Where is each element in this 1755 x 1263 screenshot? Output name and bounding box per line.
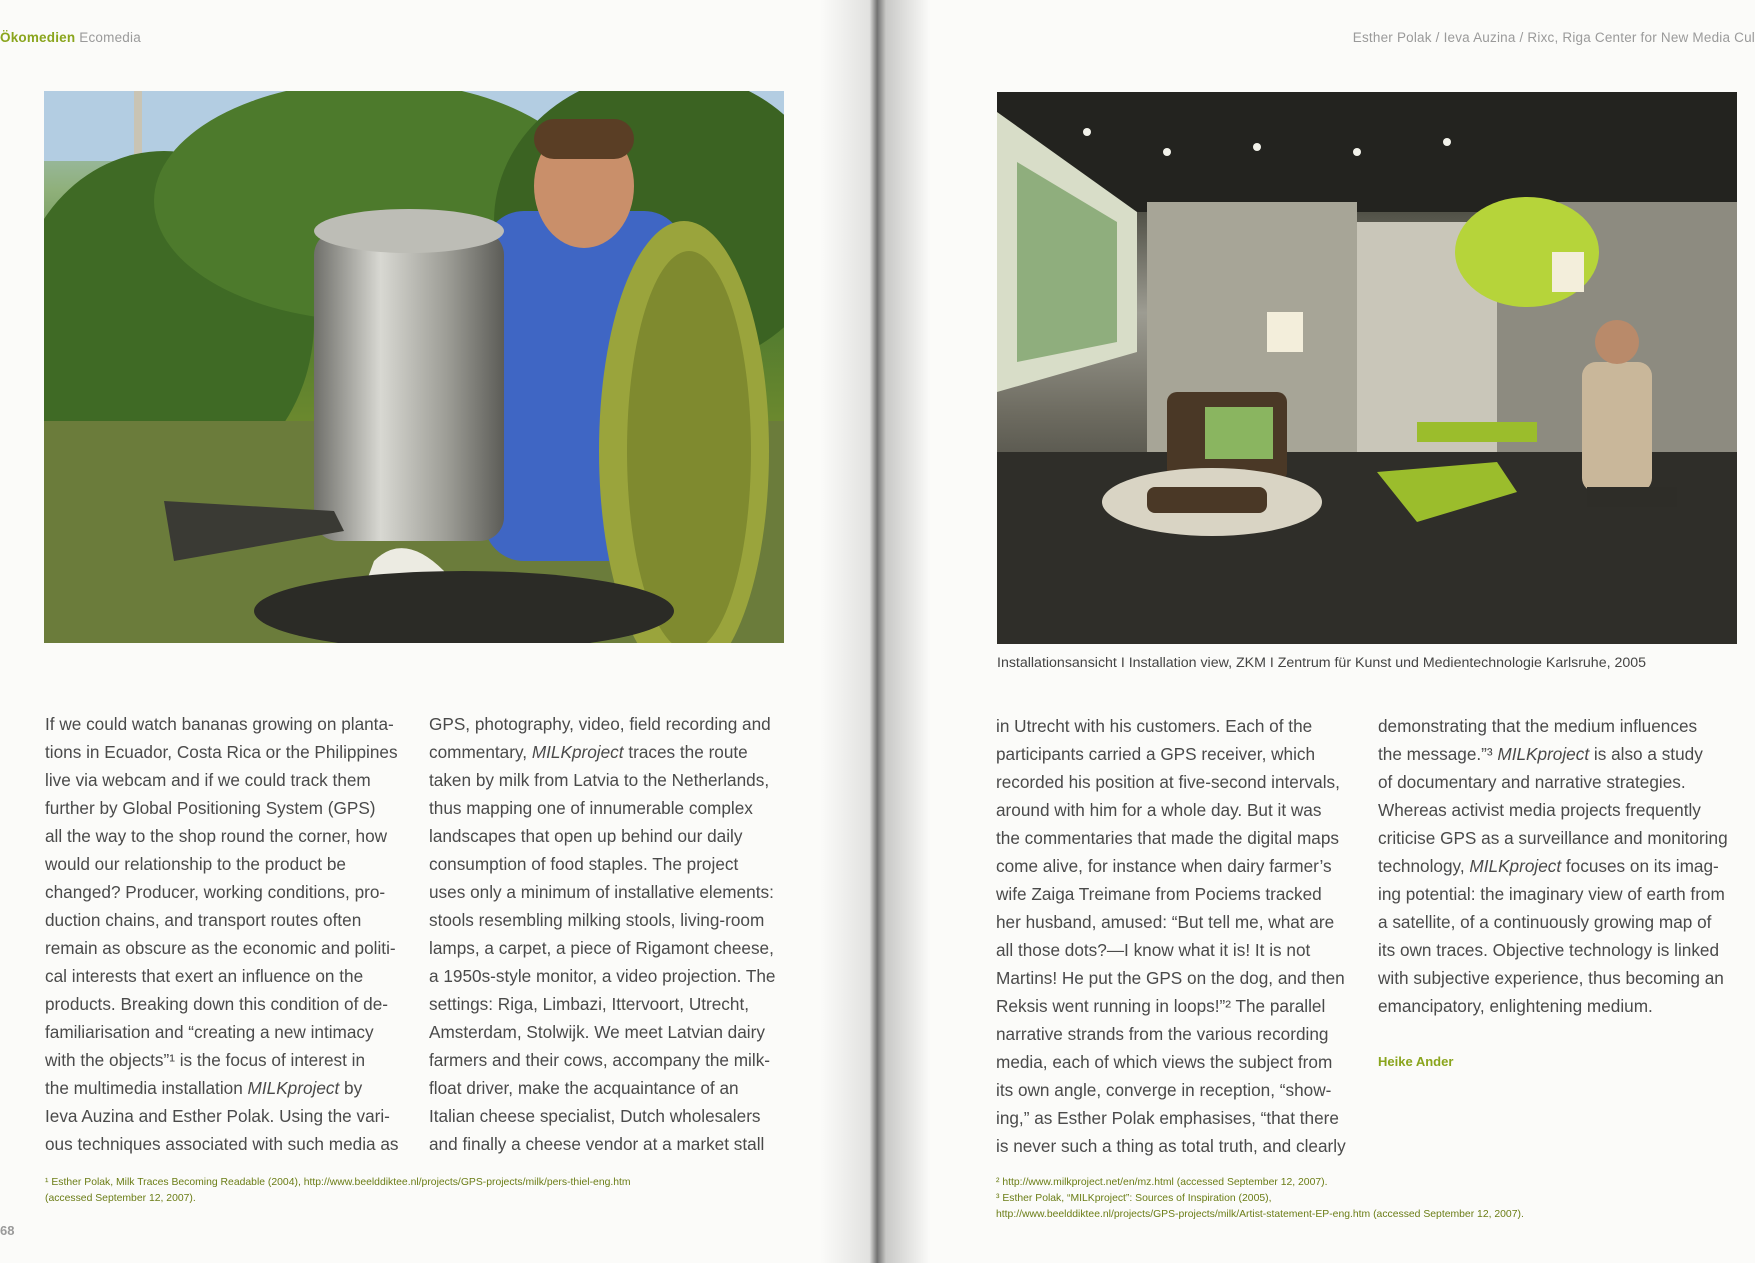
text-line: Ieva Auzina and Esther Polak. Using the vari- (45, 1106, 390, 1126)
project-title-italic: MILKproject (1469, 856, 1562, 876)
text-line: farmers and their cows, accompany the milk- (429, 1050, 771, 1070)
text-column-4 (1378, 712, 1738, 1076)
text-line: Whereas activist media projects frequently (1378, 800, 1701, 820)
section-title-de: Ökomedien (0, 30, 76, 45)
footnote: ² http://www.milkproject.net/en/mz.html (accessed September 12, 2007). (996, 1177, 1328, 1188)
text-line: with the objects”¹ is the focus of interest in (45, 1050, 366, 1070)
text-line: tions in Ecuador, Costa Rica or the Philippines (45, 742, 398, 762)
text-line: uses only a minimum of installative elements: (429, 882, 774, 902)
text-line: the message.”³ MILKproject is also a study (1378, 744, 1703, 764)
text-line: Italian cheese specialist, Dutch wholesalers (429, 1106, 761, 1126)
text-line: ous techniques associated with such media as (45, 1134, 399, 1154)
photo-caption: Installationsansicht I Installation view, ZKM I Zentrum für Kunst und Medientechnologie Karlsruhe, 2005 (997, 655, 1647, 671)
text-line: Martins! He put the GPS on the dog, and then (996, 968, 1345, 988)
text-line: lamps, a carpet, a piece of Rigamont cheese, (429, 938, 774, 958)
project-title-italic: MILKproject (531, 742, 624, 762)
text-line: the multimedia installation MILKproject by (45, 1078, 363, 1098)
installation-view-photo (997, 92, 1737, 644)
text-line: If we could watch bananas growing on planta- (45, 714, 394, 734)
text-line: her husband, amused: “But tell me, what are (996, 912, 1335, 932)
text-line: landscapes that open up behind our daily (429, 826, 743, 846)
running-head-right: Esther Polak / Ieva Auzina / Rixc, Riga Center for New Media Cul (1352, 30, 1755, 45)
section-title-en: Ecomedia (79, 30, 141, 45)
text-line: products. Breaking down this condition of de- (45, 994, 388, 1014)
text-line: its own traces. Objective technology is linked (1378, 940, 1720, 960)
text-line: around with him for a whole day. But it was (996, 800, 1322, 820)
text-line: and finally a cheese vendor at a market stall (429, 1134, 765, 1154)
text-line: narrative strands from the various recording (996, 1024, 1329, 1044)
text-line: GPS, photography, video, field recording and (429, 714, 771, 734)
text-line: wife Zaiga Treimane from Pociems tracked (996, 884, 1322, 904)
footnote: http://www.beelddiktee.nl/projects/GPS-projects/milk/Artist-statement-EP-eng.htm (accessed September 12, 2007). (996, 1209, 1524, 1220)
right-page (877, 0, 1755, 1263)
text-line: Reksis went running in loops!”² The parallel (996, 996, 1326, 1016)
left-page (0, 0, 877, 1263)
text-line: stools resembling milking stools, living-room (429, 910, 765, 930)
footnotes-right (996, 1175, 1736, 1223)
milk-can-photo (44, 91, 784, 643)
text-line: familiarisation and “creating a new intimacy (45, 1022, 374, 1042)
text-column-2 (429, 710, 789, 1158)
text-line: a 1950s-style monitor, a video projection. The (429, 966, 776, 986)
project-title-italic: MILKproject (247, 1078, 340, 1098)
text-line: commentary, MILKproject traces the route (429, 742, 748, 762)
text-line: thus mapping one of innumerable complex (429, 798, 753, 818)
text-line: settings: Riga, Limbazi, Ittervoort, Utrecht, (429, 994, 749, 1014)
text-line: emancipatory, enlightening medium. (1378, 996, 1653, 1016)
text-line: would our relationship to the product be (45, 854, 346, 874)
text-line: is never such a thing as total truth, and clearly (996, 1136, 1346, 1156)
text-line: duction chains, and transport routes often (45, 910, 362, 930)
text-line: recorded his position at five-second intervals, (996, 772, 1340, 792)
running-head-left (0, 30, 141, 45)
text-line: come alive, for instance when dairy farmer’s (996, 856, 1332, 876)
installation-illustration (997, 92, 1737, 644)
text-line: live via webcam and if we could track them (45, 770, 371, 790)
text-line: criticise GPS as a surveillance and monitoring (1378, 828, 1728, 848)
text-line: taken by milk from Latvia to the Netherlands, (429, 770, 770, 790)
text-line: of documentary and narrative strategies. (1378, 772, 1686, 792)
text-line: in Utrecht with his customers. Each of the (996, 716, 1313, 736)
text-line: with subjective experience, thus becoming an (1378, 968, 1724, 988)
page-number: 68 (0, 1223, 15, 1238)
text-line: further by Global Positioning System (GPS) (45, 798, 376, 818)
milk-can-illustration (44, 91, 784, 643)
text-line: remain as obscure as the economic and politi- (45, 938, 396, 958)
text-column-1 (45, 710, 405, 1158)
project-title-italic: MILKproject (1497, 744, 1590, 764)
footnote: (accessed September 12, 2007). (45, 1193, 196, 1204)
text-line: media, each of which views the subject from (996, 1052, 1333, 1072)
text-line: participants carried a GPS receiver, which (996, 744, 1316, 764)
text-line: demonstrating that the medium influences (1378, 716, 1698, 736)
text-line: ing potential: the imaginary view of earth from (1378, 884, 1725, 904)
text-line: the commentaries that made the digital maps (996, 828, 1339, 848)
text-line: changed? Producer, working conditions, pro- (45, 882, 386, 902)
text-column-3 (996, 712, 1356, 1160)
text-line: technology, MILKproject focuses on its imag- (1378, 856, 1719, 876)
text-line: its own angle, converge in reception, “show- (996, 1080, 1332, 1100)
text-line: all the way to the shop round the corner, how (45, 826, 388, 846)
footnotes-left (45, 1175, 805, 1207)
text-line: ing,” as Esther Polak emphasises, “that there (996, 1108, 1339, 1128)
text-line: a satellite, of a continuously growing map of (1378, 912, 1712, 932)
footnote: ¹ Esther Polak, Milk Traces Becoming Readable (2004), http://www.beelddiktee.nl/projects/GPS-projects/milk/pers-thiel-eng.htm (45, 1177, 631, 1188)
text-line: consumption of food staples. The project (429, 854, 739, 874)
text-line: float driver, make the acquaintance of an (429, 1078, 739, 1098)
text-line: cal interests that exert an influence on the (45, 966, 364, 986)
author-name: Heike Ander (1378, 1054, 1454, 1069)
text-line: Amsterdam, Stolwijk. We meet Latvian dairy (429, 1022, 765, 1042)
footnote: ³ Esther Polak, “MILKproject”: Sources of Inspiration (2005), (996, 1193, 1272, 1204)
text-line: all those dots?—I know what it is! It is not (996, 940, 1311, 960)
